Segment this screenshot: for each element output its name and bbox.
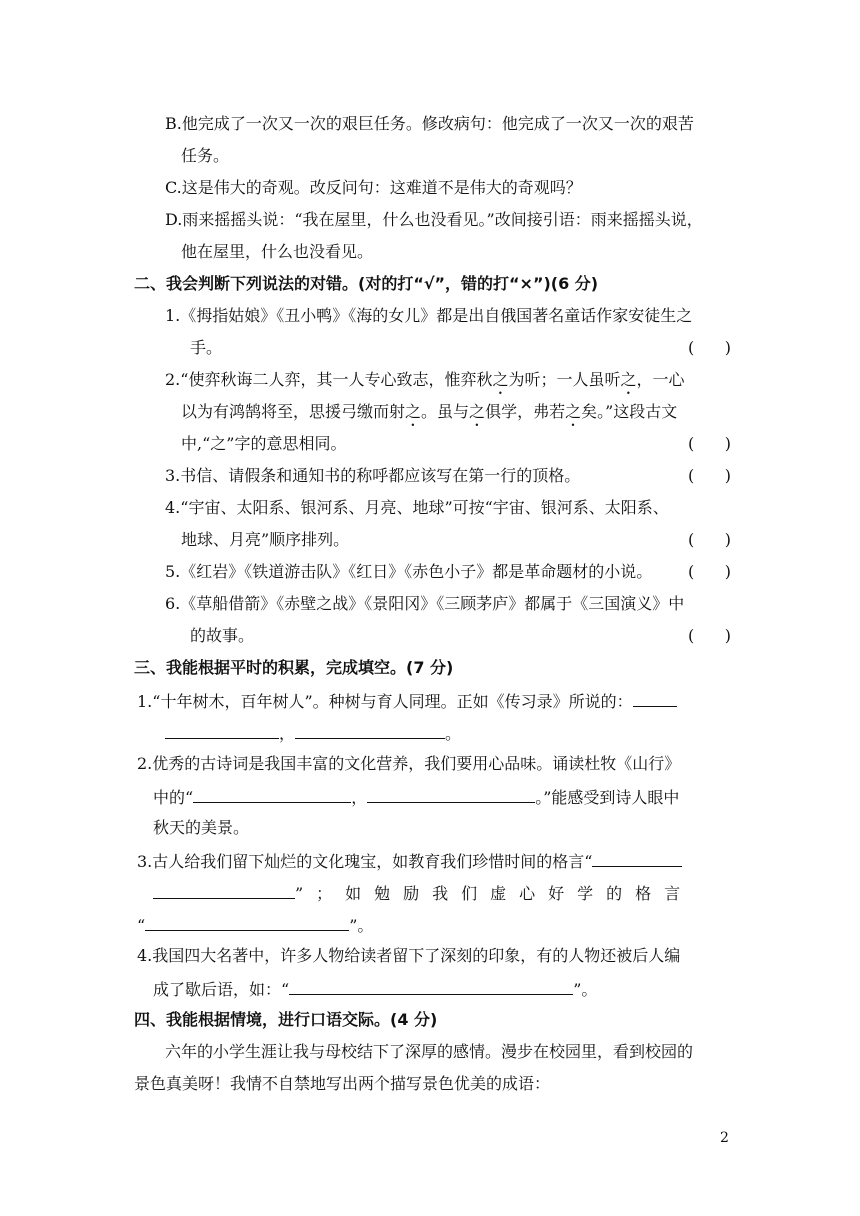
s2-item6-answer-box[interactable]: ( ) [688, 626, 731, 645]
s4-paragraph-line2: 景色真美呀！我情不自禁地写出两个描写景色优美的成语： [134, 1074, 551, 1093]
emphasized-zhi: 之 [405, 402, 422, 421]
text-fragment: 。虽与 [421, 402, 470, 421]
s3-q2-line3: 秋天的美景。 [153, 818, 250, 837]
s2-item2-line3: 中,“之”字的意思相同。 [181, 434, 347, 453]
fill-blank[interactable] [289, 978, 573, 995]
text-fragment: 以为有鸿鹄将至，思援弓缴而射 [181, 402, 406, 421]
s3-q4-line2 [153, 978, 597, 1000]
q1-d-line2: 他在屋里，什么也没看见。 [181, 242, 374, 261]
s2-item2-line2 [181, 402, 677, 430]
s3-q3-line2 [153, 882, 729, 904]
text-fragment: “ [137, 916, 146, 935]
s2-item1-line1: 1.《拇指姑娘》《丑小鸭》《海的女儿》都是出自俄国著名童话作家安徒生之 [165, 306, 693, 325]
s2-item6-line2: 的故事。 [190, 626, 255, 645]
s3-q1-line2 [165, 722, 461, 744]
fill-blank[interactable] [193, 786, 351, 803]
q1-b-line1: B.他完成了一次又一次的艰巨任务。修改病句：他完成了一次又一次的艰苦 [165, 114, 694, 133]
text-fragment: ，一心 [636, 370, 685, 389]
s2-item3-answer-box[interactable]: ( ) [688, 466, 731, 485]
s2-item2-line1 [165, 370, 685, 398]
fill-blank[interactable] [295, 722, 445, 739]
section3-heading: 三、我能根据平时的积累，完成填空。(7 分) [134, 658, 454, 677]
text-fragment: 俱学，弗若 [485, 402, 566, 421]
emphasized-zhi: 之 [492, 370, 509, 389]
text-fragment: 。 [445, 724, 462, 743]
section4-heading: 四、我能根据情境，进行口语交际。(4 分) [134, 1010, 438, 1029]
s3-q3-line1 [137, 850, 682, 872]
text-fragment: ”。 [349, 916, 374, 935]
fill-blank[interactable] [633, 690, 677, 707]
s2-item4-line1: 4.“宇宙、太阳系、银河系、月亮、地球”可按“宇宙、银河系、太阳系、 [165, 498, 669, 517]
page-number: 2 [720, 1130, 729, 1146]
emphasized-zhi: 之 [469, 402, 486, 421]
text-fragment: 3.古人给我们留下灿烂的文化瑰宝，如教育我们珍惜时间的格言“ [137, 852, 593, 871]
text-fragment: 。”能感受到诗人眼中 [535, 788, 680, 807]
text-fragment: 2.“使弈秋诲二人弈，其一人专心致志，惟弈秋 [165, 370, 493, 389]
s3-q4-line1: 4.我国四大名著中，许多人物给读者留下了深刻的印象，有的人物还被后人编 [137, 946, 681, 965]
text-fragment: 矣。”这段古文 [581, 402, 678, 421]
text-fragment: 成了歇后语，如：“ [153, 980, 290, 999]
s3-q2-line2 [153, 786, 679, 808]
text-fragment: ”；如勉励我们虚心好学的格言 [295, 884, 694, 903]
fill-blank[interactable] [367, 786, 535, 803]
fill-blank[interactable] [592, 850, 682, 867]
s2-item4-answer-box[interactable]: ( ) [688, 530, 731, 549]
s3-q1-line1 [137, 690, 677, 712]
text-fragment: 中的“ [153, 788, 194, 807]
s2-item2-answer-box[interactable]: ( ) [688, 434, 731, 453]
emphasized-zhi: 之 [565, 402, 582, 421]
q1-b-line2: 任务。 [181, 146, 230, 165]
section2-heading: 二、我会判断下列说法的对错。(对的打“√”，错的打“×”)(6 分) [134, 274, 599, 293]
fill-blank[interactable] [153, 882, 295, 899]
s2-item6-line1: 6.《草船借箭》《赤壁之战》《景阳冈》《三顾茅庐》都属于《三国演义》中 [165, 594, 685, 613]
s4-paragraph-line1: 六年的小学生涯让我与母校结下了深厚的感情。漫步在校园里，看到校园的 [165, 1042, 694, 1061]
fill-blank[interactable] [145, 914, 349, 931]
s2-item5-answer-box[interactable]: ( ) [688, 562, 731, 581]
text-fragment: ， [351, 788, 368, 807]
fill-blank[interactable] [165, 722, 279, 739]
s3-q3-line3 [137, 914, 373, 936]
s2-item3-line1: 3.书信、请假条和通知书的称呼都应该写在第一行的顶格。 [165, 466, 581, 485]
text-fragment: ， [279, 724, 296, 743]
q1-c-line: C.这是伟大的奇观。改反问句：这难道不是伟大的奇观吗？ [165, 178, 582, 197]
s2-item1-answer-box[interactable]: ( ) [688, 338, 731, 357]
text-fragment: 为听；一人虽听 [508, 370, 621, 389]
text-fragment: ”。 [573, 980, 598, 999]
q1-d-line1: D.雨来摇摇头说：“我在屋里，什么也没看见。”改间接引语：雨来摇摇头说， [165, 210, 703, 229]
emphasized-zhi: 之 [620, 370, 637, 389]
text-fragment: 1.“十年树木，百年树人”。种树与育人同理。正如《传习录》所说的： [137, 692, 633, 711]
s3-q2-line1: 2.优秀的古诗词是我国丰富的文化营养，我们要用心品味。诵读杜牧《山行》 [137, 754, 681, 773]
s2-item1-line2: 手。 [190, 338, 223, 357]
s2-item5-line1: 5.《红岩》《铁道游击队》《红日》《赤色小子》都是革命题材的小说。 [165, 562, 653, 581]
s2-item4-line2: 地球、月亮”顺序排列。 [181, 530, 350, 549]
